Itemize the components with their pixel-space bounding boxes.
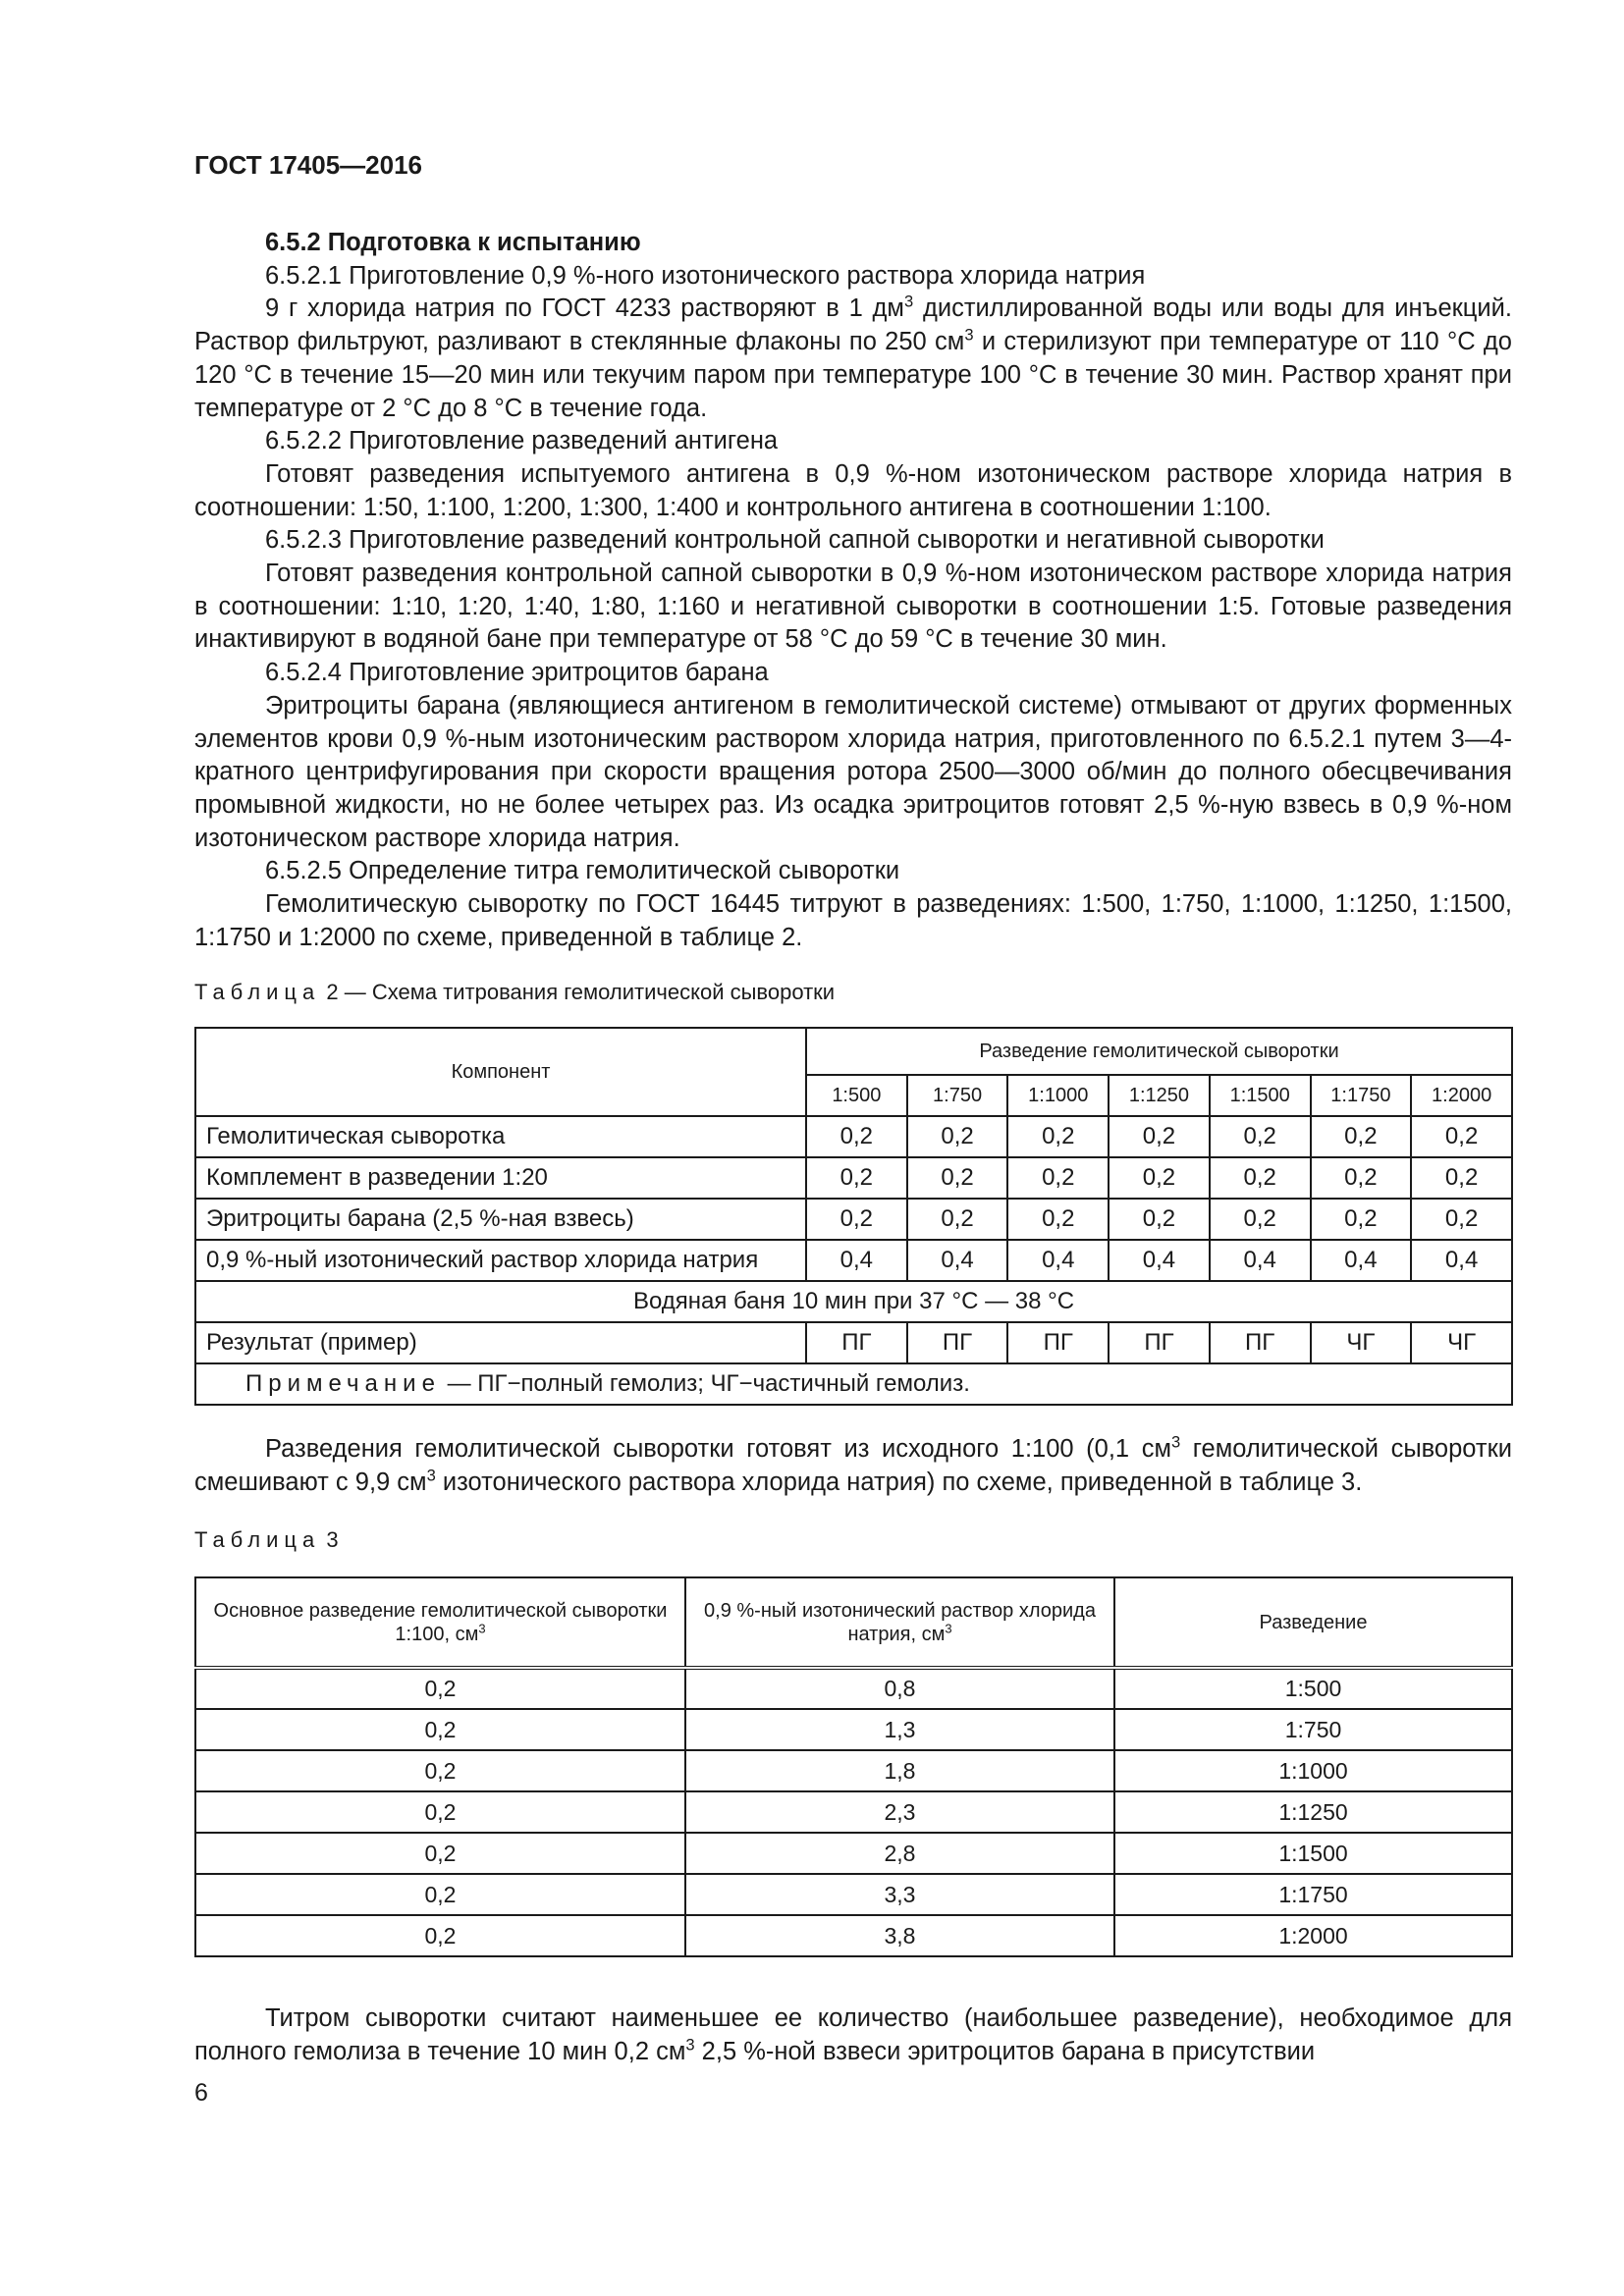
column-header-component: Компонент	[195, 1028, 806, 1116]
document-header: ГОСТ 17405—2016	[194, 150, 422, 180]
table3-caption: Таблица 3	[194, 1527, 339, 1552]
subsection-title-6-5-2-1: 6.5.2.1 Приготовление 0,9 %-ного изотонического раствора хлорида натрия	[265, 261, 1146, 290]
table-titration-scheme	[194, 1027, 1513, 1406]
column-header-dilution: Разведение	[1114, 1577, 1512, 1668]
table-row: 0,2 1,3 1:750	[195, 1709, 1512, 1750]
table-row: 0,2 2,8 1:1500	[195, 1833, 1512, 1874]
subsection-title-6-5-2-2: 6.5.2.2 Приготовление разведений антигена	[265, 427, 779, 455]
section-title: 6.5.2 Подготовка к испытанию	[265, 229, 641, 256]
table-dilution-scheme	[194, 1576, 1513, 1957]
column-header-saline: 0,9 %-ный изотонический раствор хлорида натрия, $см^3$	[685, 1577, 1114, 1668]
column-header-base-dilution: Основное разведение гемолитической сыворотки 1:100, $см^3$	[195, 1577, 685, 1668]
column-header-dilution: 1:2000	[1411, 1075, 1512, 1116]
table-row: Эритроциты барана (2,5 %-ная взвесь) 0,2 0,2 0,2 0,2 0,2 0,2 0,2	[195, 1199, 1512, 1240]
table-row: Комплемент в разведении 1:20 0,2 0,2 0,2 0,2 0,2 0,2 0,2	[195, 1157, 1512, 1199]
column-header-dilution: 1:1750	[1311, 1075, 1412, 1116]
paragraph-6-5-2-1: 9 г хлорида натрия по ГОСТ 4233 растворяют в 1 $дм^3$ дистиллированной воды или воды для инъекций. Раствор фильтруют, разливают в стеклянные флаконы по 250 $см^3$ и стерилизуют при температуре от 110 °С до 120 °С в течение 15—20 мин или текучим паром при температуре 100 °С в течение 30 мин. Раствор хранят при температуре от 2 °С до 8 °С в течение года.	[194, 292, 1512, 422]
section-6-5-2	[194, 227, 1512, 954]
paragraph-6-5-2-2: Готовят разведения испытуемого антигена в 0,9 %-ном изотоническом растворе хлорида натрия в соотношении: 1:50, 1:100, 1:200, 1:300, 1:400 и контрольного антигена в соотношении 1:100.	[194, 459, 1512, 521]
table-row: 0,2 1,8 1:1000	[195, 1750, 1512, 1791]
paragraph-6-5-2-3: Готовят разведения контрольной сапной сыворотки в 0,9 %-ном изотоническом растворе хлорида натрия в соотношении: 1:10, 1:20, 1:40, 1:80, 1:160 и негативной сыворотки в соотношении 1:5. Готовые разведения инактивируют в водяной бане при температуре от 58 °С до 59 °С в течение 30 мин.	[194, 560, 1512, 654]
water-bath-row: Водяная баня 10 мин при 37 °С — 38 °С	[195, 1281, 1512, 1322]
table2-caption: Таблица 2 — Схема титрования гемолитической сыворотки	[194, 980, 836, 1004]
result-row: Результат (пример) ПГ ПГ ПГ ПГ ПГ ЧГ ЧГ	[195, 1322, 1512, 1363]
table-note-row: Примечание — ПГ−полный гемолиз; ЧГ−частичный гемолиз.	[195, 1363, 1512, 1405]
page-number: 6	[194, 2079, 208, 2107]
subsection-title-6-5-2-5: 6.5.2.5 Определение титра гемолитической сыворотки	[265, 857, 900, 885]
paragraph-titer-definition: Титром сыворотки считают наименьшее ее количество (наибольшее разведение), необходимое для полного гемолиза в течение 10 мин 0,2 $см^3$ 2,5 %-ной взвеси эритроцитов барана в присутствии	[194, 2004, 1512, 2065]
table-row: Гемолитическая сыворотка 0,2 0,2 0,2 0,2 0,2 0,2 0,2	[195, 1116, 1512, 1157]
table-row: 0,9 %-ный изотонический раствор хлорида натрия 0,4 0,4 0,4 0,4 0,4 0,4 0,4	[195, 1240, 1512, 1281]
column-header-dilution: 1:750	[907, 1075, 1008, 1116]
paragraph-dilution-prep: Разведения гемолитической сыворотки готовят из исходного 1:100 (0,1 $см^3$ гемолитической сыворотки смешивают с 9,9 $см^3$ изотонического раствора хлорида натрия) по схеме, приведенной в таблице 3.	[194, 1432, 1512, 1496]
column-header-dilution: 1:1250	[1109, 1075, 1210, 1116]
table-row: 0,2 3,8 1:2000	[195, 1915, 1512, 1956]
table-row: 0,2 2,3 1:1250	[195, 1791, 1512, 1833]
column-header-dilution: 1:500	[806, 1075, 907, 1116]
subsection-title-6-5-2-3: 6.5.2.3 Приготовление разведений контрольной сапной сыворотки и негативной сыворотки	[265, 526, 1325, 555]
paragraph-6-5-2-4: Эритроциты барана (являющиеся антигеном в гемолитической системе) отмывают от других форменных элементов крови 0,9 %-ным изотоническим раствором хлорида натрия, приготовленного по 6.5.2.1 путем 3—4-кратного центрифугирования при скорости вращения ротора 2500—3000 об/мин до полного обесцвечивания промывной жидкости, но не более четырех раз. Из осадка эритроцитов готовят 2,5 %-ную взвесь в 0,9 %-ном изотоническом растворе хлорида натрия.	[194, 691, 1512, 852]
column-header-dilution: 1:1000	[1007, 1075, 1109, 1116]
paragraph-6-5-2-5: Гемолитическую сыворотку по ГОСТ 16445 титруют в разведениях: 1:500, 1:750, 1:1000, 1:1250, 1:1500, 1:1750 и 1:2000 по схеме, приведенной в таблице 2.	[194, 890, 1512, 951]
column-header-dilution: 1:1500	[1210, 1075, 1311, 1116]
subsection-title-6-5-2-4: 6.5.2.4 Приготовление эритроцитов барана	[265, 659, 769, 687]
table-row: 0,2 3,3 1:1750	[195, 1874, 1512, 1915]
column-header-dilution-group: Разведение гемолитической сыворотки	[806, 1028, 1512, 1075]
table-row: 0,2 0,8 1:500	[195, 1668, 1512, 1709]
